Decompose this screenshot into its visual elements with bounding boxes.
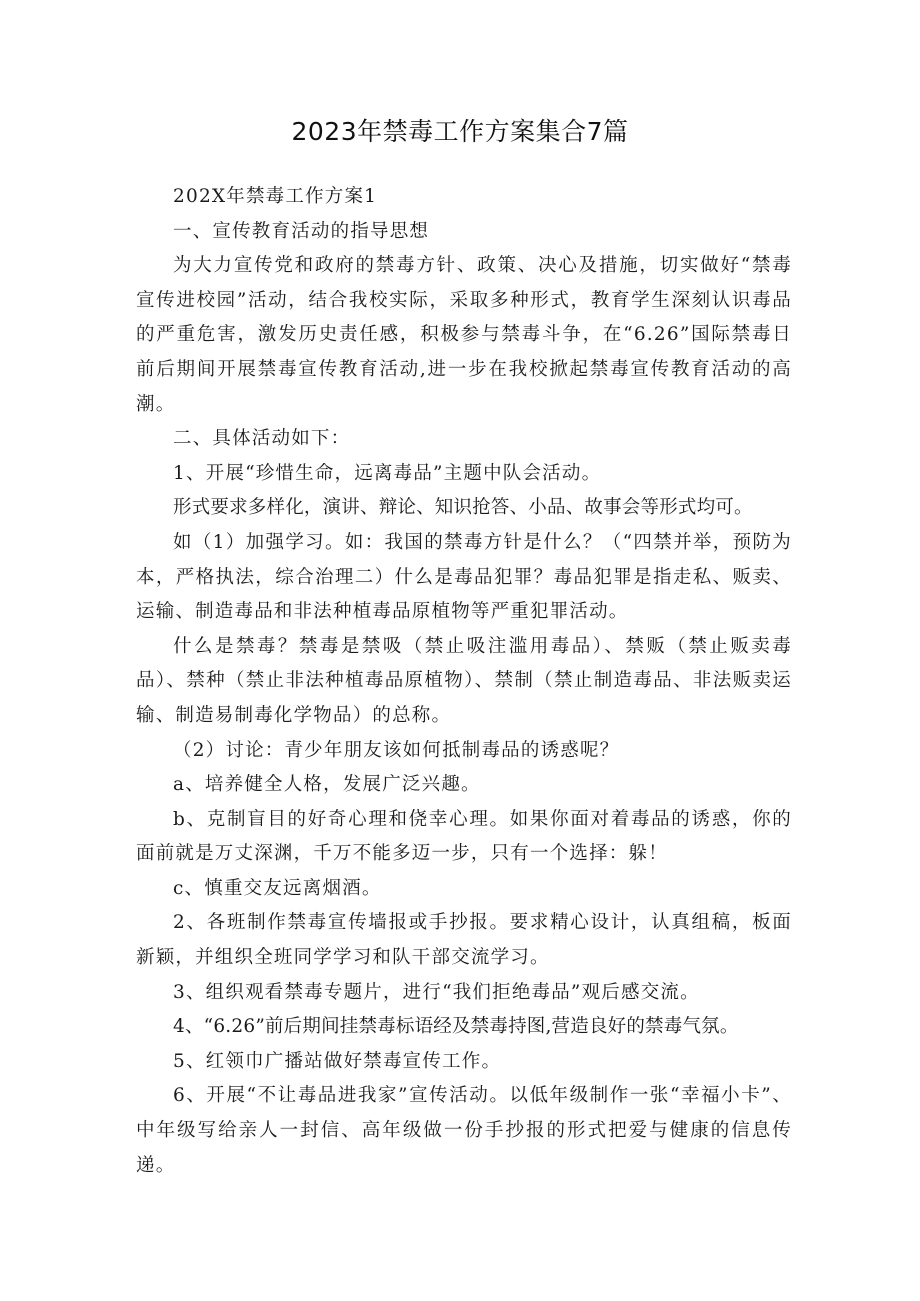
- document-body: [136, 180, 792, 1183]
- section-heading: 202X年禁毒工作方案1: [173, 186, 378, 207]
- subsection-heading: 一、宣传教育活动的指导思想: [173, 220, 430, 242]
- subsection-heading: 二、具体活动如下：: [173, 428, 351, 450]
- list-item: 6、开展“不让毒品进我家”宣传活动。以低年级制作一张“幸福小卡”、中年级写给亲人一封信、高年级做一份手抄报的形式把爱与健康的信息传递。: [136, 1085, 792, 1176]
- list-item: 4、“6.26”前后期间挂禁毒标语经及禁毒持图,营造良好的禁毒气氛。: [173, 1016, 739, 1038]
- list-item: （2）讨论：青少年朋友该如何抵制毒品的诱惑呢？: [173, 739, 620, 761]
- list-item: 3、组织观看禁毒专题片，进行“我们拒绝毒品”观后感交流。: [173, 981, 700, 1003]
- document-title: 2023年禁毒工作方案集合7篇: [291, 117, 629, 146]
- list-item: 5、红领巾广播站做好禁毒宣传工作。: [173, 1050, 502, 1072]
- list-item: 1、开展“珍惜生命，远离毒品”主题中队会活动。: [173, 462, 602, 484]
- paragraph: 如（1）加强学习。如：我国的禁毒方针是什么？（“四禁并举，预防为本，严格执法，综合治理二）什么是毒品犯罪？毒品犯罪是指走私、贩卖、运输、制造毒品和非法种植毒品原植物等严重犯罪活动。: [136, 531, 792, 623]
- list-item: c、慎重交友远离烟酒。: [173, 877, 382, 899]
- list-item: b、克制盲目的好奇心理和侥幸心理。如果你面对着毒品的诱惑，你的面前就是万丈深渊，千万不能多迈一步，只有一个选择：躲！: [136, 808, 792, 865]
- paragraph: 形式要求多样化，演讲、辩论、知识抢答、小品、故事会等形式均可。: [173, 497, 753, 519]
- list-item: a、培养健全人格，发展广泛兴趣。: [173, 774, 481, 796]
- paragraph: 为大力宣传党和政府的禁毒方针、政策、决心及措施，切实做好“禁毒宣传进校园”活动，结合我校实际，采取多种形式，教育学生深刻认识毒品的严重危害，激发历史责任感，积极参与禁毒斗争，在“6.26”国际禁毒日前后期间开展禁毒宣传教育活动,进一步在我校掀起禁毒宣传教育活动的高潮。: [136, 255, 792, 415]
- paragraph: 什么是禁毒？禁毒是禁吸（禁止吸注滥用毒品）、禁贩（禁止贩卖毒品）、禁种（禁止非法种植毒品原植物）、禁制（禁止制造毒品、非法贩卖运输、制造易制毒化学物品）的总称。: [136, 635, 792, 726]
- list-item: 2、各班制作禁毒宣传墙报或手抄报。要求精心设计，认真组稿，板面新颖，并组织全班同学学习和队干部交流学习。: [136, 912, 792, 969]
